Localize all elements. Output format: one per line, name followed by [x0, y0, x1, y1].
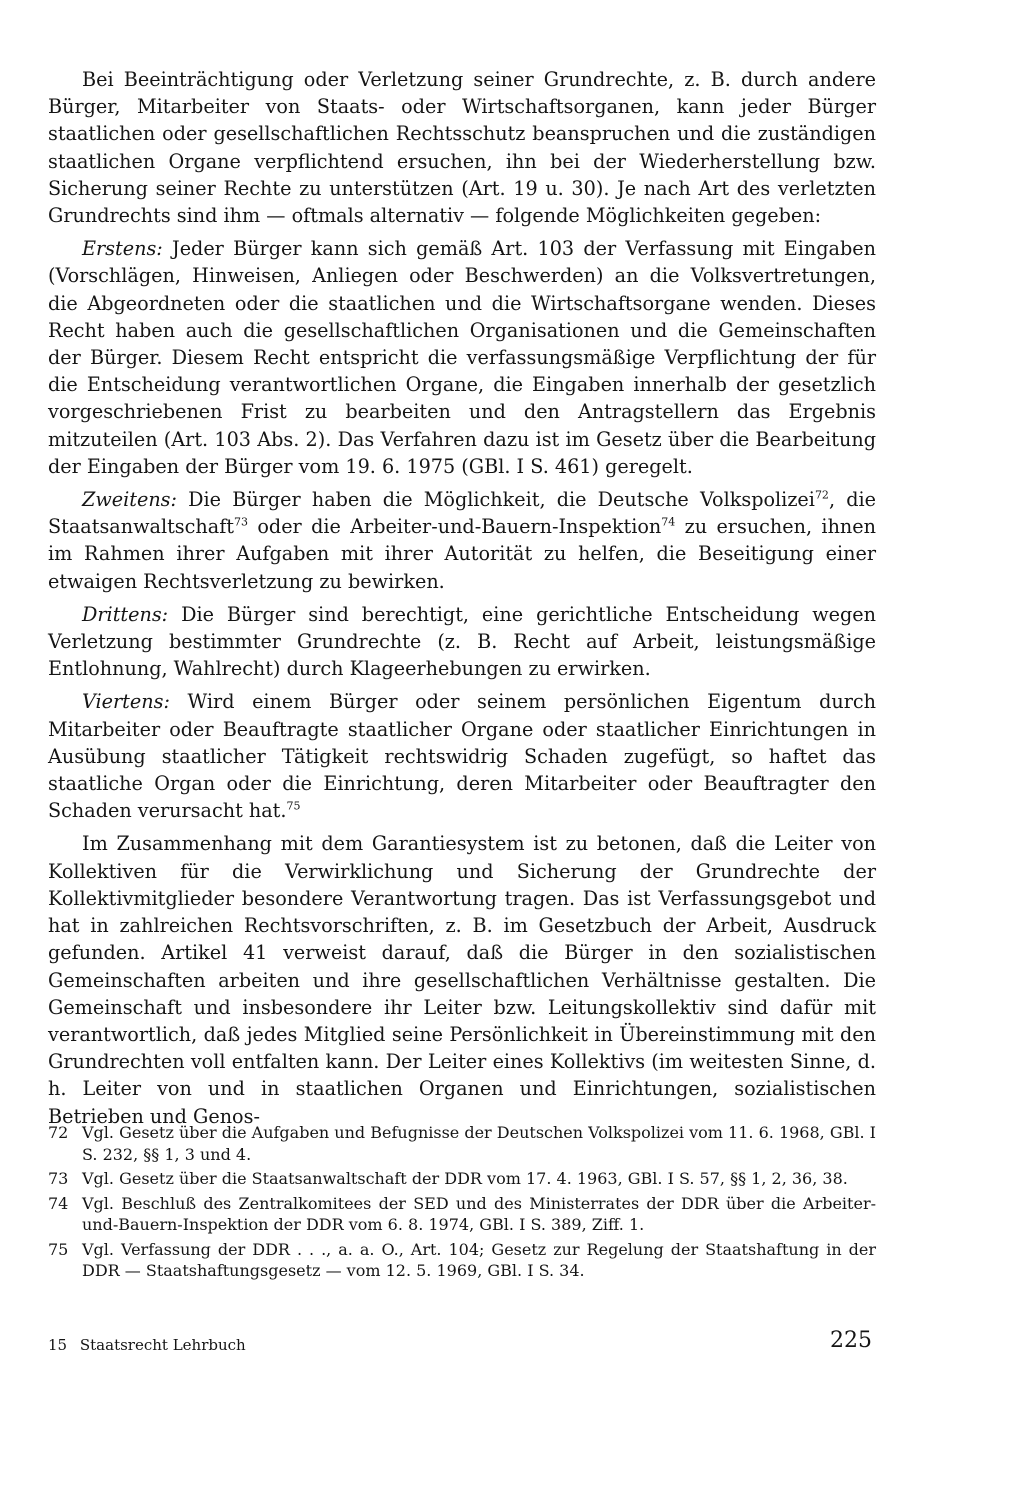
sheet-number: 15 [48, 1336, 68, 1354]
paragraph-text: Die Bürger haben die Möglichkeit, die Deutsche Volkspolizei [176, 488, 815, 512]
footnote [48, 1122, 876, 1165]
footnote-reference: 73 [234, 515, 249, 529]
footnote [48, 1239, 876, 1282]
paragraph-text: oder die Arbeiter-und-Bauern-Inspektion [248, 515, 662, 539]
footnote-reference: 72 [814, 488, 829, 502]
paragraph-text: Die Bürger sind berechtigt, eine gerichtliche Entscheidung wegen Verletzung bestimmter Grundrechte (z. B. Recht auf Arbeit, leistungsmäßige Entlohnung, Wahlrecht) durch Klageerhebungen zu erwirken. [48, 602, 876, 681]
footnote [48, 1168, 876, 1190]
footnote-reference: 75 [286, 799, 301, 813]
footnote-text: Vgl. Gesetz über die Staatsanwaltschaft der DDR vom 17. 4. 1963, GBl. I S. 57, §§ 1, 2, 36, 38. [82, 1169, 848, 1188]
paragraph [48, 830, 876, 1129]
paragraph-text: , die Staatsanwaltschaft [48, 488, 876, 539]
footnote [48, 1193, 876, 1236]
paragraph-lead: Zweitens: [82, 488, 177, 512]
footnote-text: Vgl. Gesetz über die Aufgaben und Befugnisse der Deutschen Volkspolizei vom 11. 6. 1968, GBl. I S. 232, §§ 1, 3 und 4. [82, 1123, 876, 1164]
footnote-number: 74 [48, 1193, 69, 1213]
paragraph-text: Bei Beeinträchtigung oder Verletzung seiner Grundrechte, z. B. durch andere Bürger, Mitarbeiter von Staats- oder Wirtschaftsorganen, kann jeder Bürger staatlichen oder gesellschaftlichen Rechtsschutz beanspruchen und die zuständigen staatlichen Organe verpflichtend ersuchen, ihn bei der Wiederherstellung bzw. Sicherung seiner Rechte zu unterstützen (Art. 19 u. 30). Je nach Art des verletzten Grundrechts sind ihm — oftmals alternativ — folgende Möglichkeiten gegeben: [48, 68, 876, 228]
paragraph [48, 601, 876, 683]
paragraph-text: Im Zusammenhang mit dem Garantiesystem ist zu betonen, daß die Leiter von Kollektiven für die Verwirklichung und Sicherung der Grundrechte der Kollektivmitglieder besondere Verantwortung tragen. Das ist Verfassungsgebot und hat in zahlreichen Rechtsvorschriften, z. B. im Gesetzbuch der Arbeit, Ausdruck gefunden. Artikel 41 verweist darauf, daß die Bürger in den sozialistischen Gemeinschaften arbeiten und ihre gesellschaftlichen Verhältnisse gestalten. Die Gemeinschaft und insbesondere ihr Leiter bzw. Leitungskollektiv sind dafür mit verantwortlich, daß jedes Mitglied seine Persönlichkeit in Übereinstimmung mit den Grundrechten voll entfalten kann. Der Leiter eines Kollektivs (im weitesten Sinne, d. h. Leiter von und in staatlichen Organen und Einrichtungen, sozialistischen Betrieben und Genos- [48, 832, 876, 1128]
paragraph-lead: Erstens: [82, 237, 163, 261]
footnotes [48, 1122, 876, 1285]
paragraph-text: zu ersuchen, ihnen im Rahmen ihrer Aufgaben mit ihrer Autorität zu helfen, die Beseitigung einer etwaigen Rechtsverletzung zu bewirken. [48, 515, 876, 593]
paragraph [48, 235, 876, 480]
footnote-text: Vgl. Beschluß des Zentralkomitees der SED und des Ministerrates der DDR über die Arbeiter-und-Bauern-Inspektion der DDR vom 6. 8. 1974, GBl. I S. 389, Ziff. 1. [82, 1193, 876, 1234]
footnote-reference: 74 [661, 515, 676, 529]
footnote-number: 75 [48, 1239, 69, 1259]
footnote-number: 72 [48, 1123, 69, 1142]
footnote-text: Vgl. Verfassung der DDR . . ., a. a. O., Art. 104; Gesetz zur Regelung der Staatshaftung in der DDR — Staatshaftungsgesetz — vom 12. 5. 1969, GBl. I S. 34. [82, 1239, 876, 1280]
page-number: 225 [830, 1328, 872, 1353]
footnote-number: 73 [48, 1169, 69, 1188]
paragraph [48, 66, 876, 229]
page-footer [48, 1336, 246, 1354]
paragraph-text: Jeder Bürger kann sich gemäß Art. 103 der Verfassung mit Eingaben (Vorschlägen, Hinweisen, Anliegen oder Beschwerden) an die Volksvertretungen, die Abgeordneten oder die staatlichen und die Wirtschaftsorgane wenden. Dieses Recht haben auch die gesellschaftlichen Organisationen und die Gemeinschaften der Bürger. Diesem Recht entspricht die verfassungsmäßige Verpflichtung der für die Entscheidung verantwortlichen Organe, die Eingaben innerhalb der gesetzlich vorgeschriebenen Frist zu bearbeiten und den Antragstellern das Ergebnis mitzuteilen (Art. 103 Abs. 2). Das Verfahren dazu ist im Gesetz über die Bearbeitung der Eingaben der Bürger vom 19. 6. 1975 (GBl. I S. 461) geregelt. [48, 237, 876, 478]
book-title: Staatsrecht Lehrbuch [79, 1336, 246, 1354]
paragraph-text: Wird einem Bürger oder seinem persönlichen Eigentum durch Mitarbeiter oder Beauftragte staatlicher Organe oder staatlicher Einrichtungen in Ausübung staatlicher Tätigkeit rechtswidrig Schaden zugefügt, so haftet das staatliche Organ oder die Einrichtung, deren Mitarbeiter oder Beauftragter den Schaden verursacht hat. [48, 690, 876, 823]
paragraph [48, 486, 876, 595]
body-text [48, 66, 876, 1136]
paragraph-lead: Drittens: [82, 602, 169, 626]
paragraph-lead: Viertens: [82, 690, 170, 714]
paragraph [48, 688, 876, 824]
